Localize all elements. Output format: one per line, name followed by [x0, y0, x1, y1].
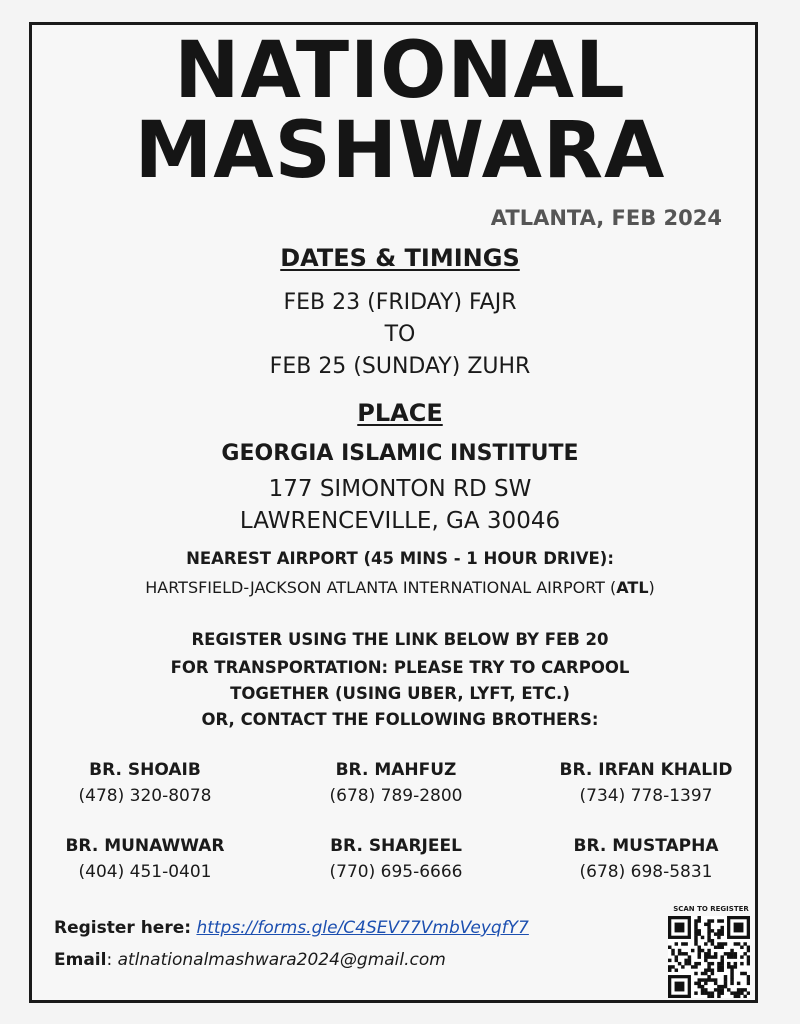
- register-note-1: REGISTER USING THE LINK BELOW BY FEB 20: [191, 630, 609, 649]
- contact-phone: (404) 451-0401: [78, 862, 212, 882]
- register-label: Register here:: [54, 918, 192, 938]
- register-line: [54, 918, 529, 938]
- dates-to: TO: [384, 322, 416, 347]
- register-note-3: TOGETHER (USING UBER, LYFT, ETC.): [230, 684, 570, 703]
- email-address: atlnationalmashwara2024@gmail.com: [117, 950, 446, 970]
- register-link[interactable]: https://forms.gle/C4SEV77VmbVeyqfY7: [196, 918, 529, 938]
- email-line: Email: atlnationalmashwara2024@gmail.com: [54, 950, 446, 970]
- contact-name: BR. IRFAN KHALID: [559, 760, 733, 780]
- register-note-4: OR, CONTACT THE FOLLOWING BROTHERS:: [201, 710, 599, 729]
- contact-phone: (734) 778-1397: [579, 786, 713, 806]
- qr-code-icon[interactable]: [668, 916, 750, 998]
- contact-phone: (770) 695-6666: [329, 862, 463, 882]
- institute-name: GEORGIA ISLAMIC INSTITUTE: [221, 441, 579, 466]
- contact-name: BR. SHOAIB: [89, 760, 201, 780]
- contact-card: [30, 836, 260, 882]
- email-label: Email: [54, 950, 107, 970]
- contact-phone: (478) 320-8078: [78, 786, 212, 806]
- title-line-1: NATIONAL: [174, 26, 626, 116]
- dates-end: FEB 25 (SUNDAY) ZUHR: [269, 354, 531, 379]
- register-note-2: FOR TRANSPORTATION: PLEASE TRY TO CARPOOL: [170, 658, 630, 677]
- contact-phone: (678) 789-2800: [329, 786, 463, 806]
- contact-name: BR. SHARJEEL: [330, 836, 462, 856]
- contact-card: [531, 760, 761, 806]
- address-line-1: 177 SIMONTON RD SW: [268, 476, 532, 502]
- contact-name: BR. MUNAWWAR: [65, 836, 225, 856]
- title-line-2: MASHWARA: [134, 106, 666, 196]
- contact-card: [531, 836, 761, 882]
- address-line-2: LAWRENCEVILLE, GA 30046: [239, 508, 561, 534]
- scan-label: SCAN TO REGISTER: [673, 905, 749, 913]
- contact-card: [281, 836, 511, 882]
- subtitle: ATLANTA, FEB 2024: [490, 206, 722, 230]
- contact-name: BR. MUSTAPHA: [573, 836, 719, 856]
- airport-name: HARTSFIELD-JACKSON ATLANTA INTERNATIONAL AIRPORT (ATL): [145, 578, 655, 597]
- airport-code: ATL: [616, 578, 649, 597]
- contact-card: [30, 760, 260, 806]
- dates-heading: DATES & TIMINGS: [280, 244, 520, 272]
- contact-name: BR. MAHFUZ: [335, 760, 457, 780]
- contact-card: [281, 760, 511, 806]
- dates-start: FEB 23 (FRIDAY) FAJR: [283, 290, 517, 315]
- airport-heading: NEAREST AIRPORT (45 MINS - 1 HOUR DRIVE):: [186, 549, 614, 568]
- place-heading: PLACE: [357, 399, 443, 427]
- contact-phone: (678) 698-5831: [579, 862, 713, 882]
